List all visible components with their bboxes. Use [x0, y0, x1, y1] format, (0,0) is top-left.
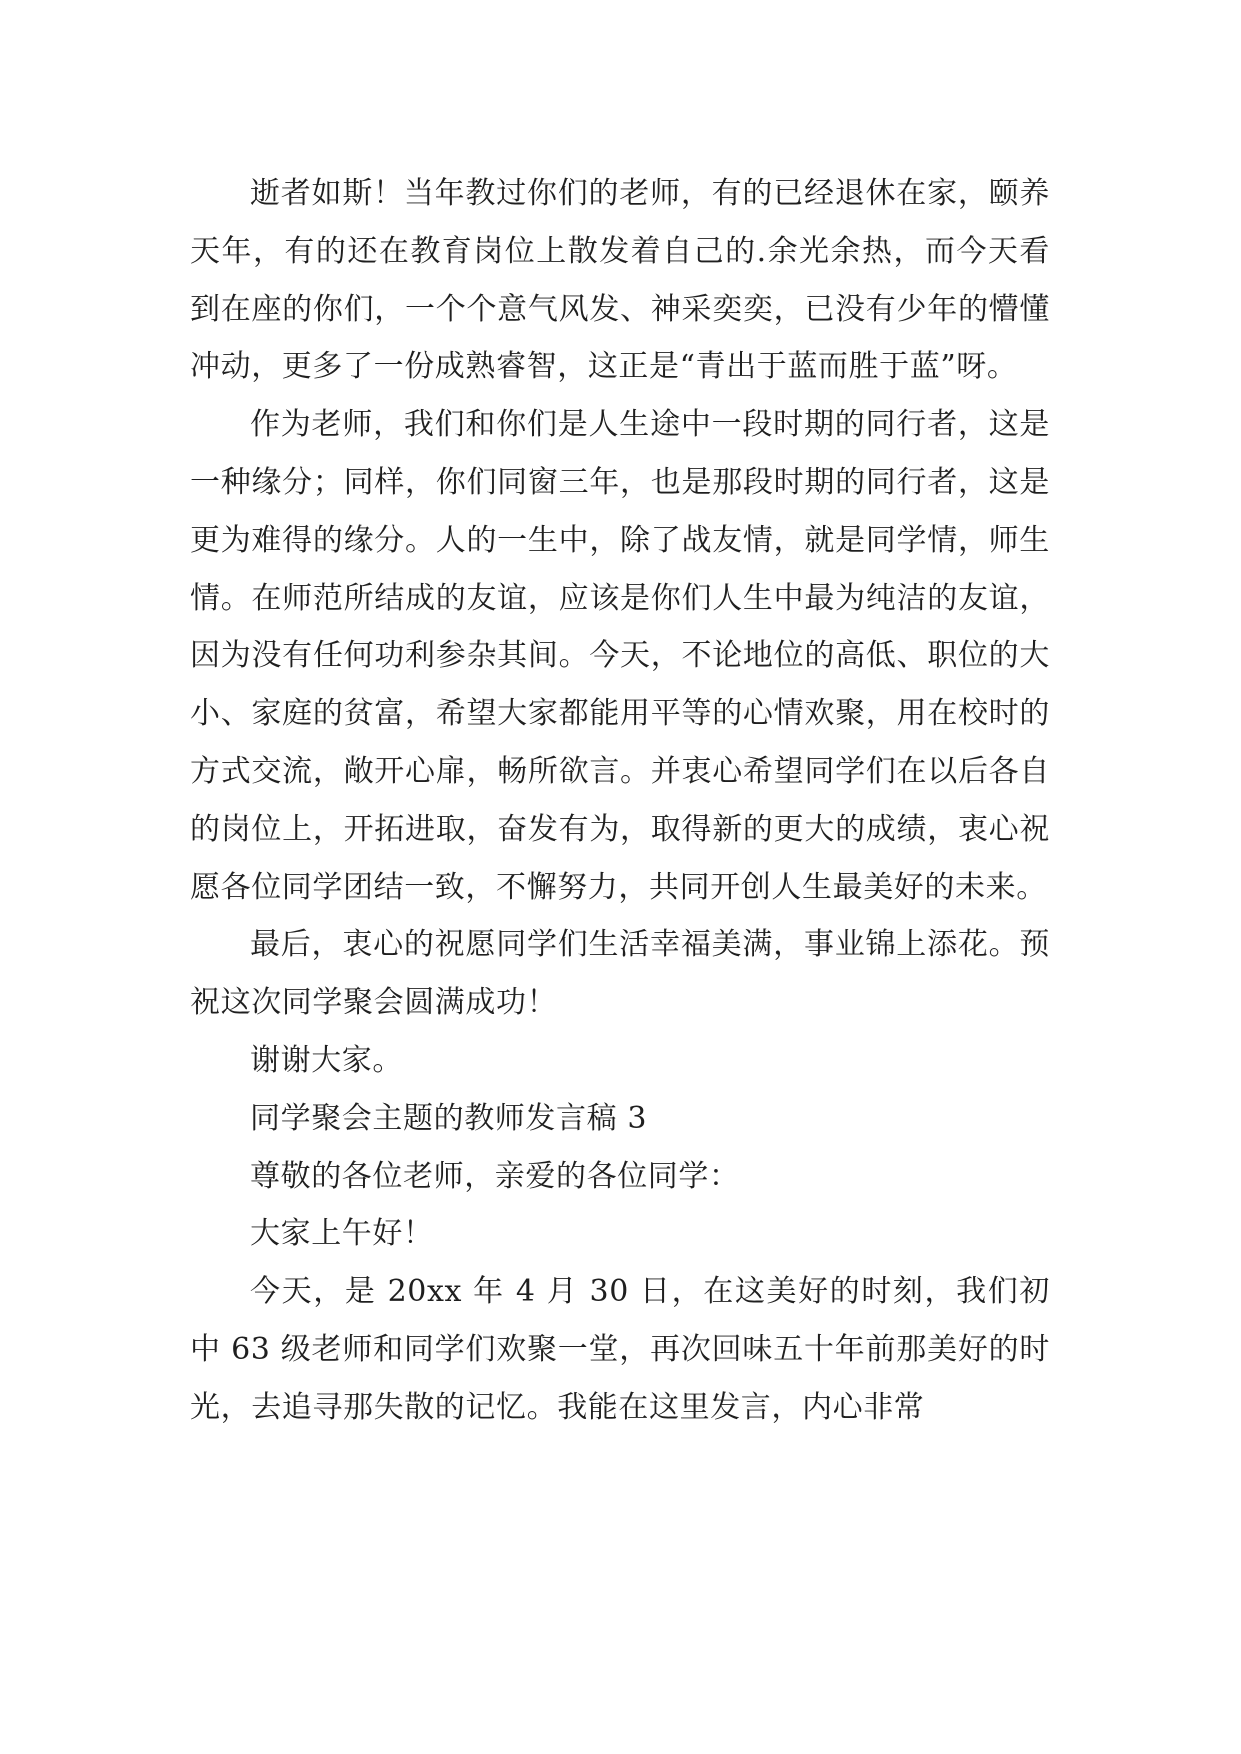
section-heading: 同学聚会主题的教师发言稿 3 [250, 1100, 648, 1136]
greeting: 大家上午好！ [250, 1216, 434, 1252]
salutation: 尊敬的各位老师，亲爱的各位同学： [250, 1158, 740, 1194]
paragraph-4: 谢谢大家。 [250, 1042, 403, 1078]
paragraph-3: 最后，衷心的祝愿同学们生活幸福美满，事业锦上添花。预祝这次同学聚会圆满成功！ [190, 927, 1050, 1021]
paragraph-2: 作为老师，我们和你们是人生途中一段时期的同行者，这是一种缘分；同样，你们同窗三年，也是那段时期的同行者，这是更为难得的缘分。人的一生中，除了战友情，就是同学情，师生情。在师范所结成的友谊，应该是你们人生中最为纯洁的友谊，因为没有任何功利参杂其间。今天，不论地位的高低、职位的大小、家庭的贫富，希望大家都能用平等的心情欢聚，用在校时的方式交流，敞开心扉，畅所欲言。并衷心希望同学们在以后各自的岗位上，开拓进取，奋发有为，取得新的更大的成绩，衷心祝愿各位同学团结一致，不懈努力，共同开创人生最美好的未来。 [190, 407, 1050, 905]
paragraph-5: 今天，是 20xx 年 4 月 30 日，在这美好的时刻，我们初中 63 级老师和同学们欢聚一堂，再次回味五十年前那美好的时光，去追寻那失散的记忆。我能在这里发言，内心非常 [190, 1274, 1050, 1425]
document-body [190, 165, 1050, 1437]
paragraph-1: 逝者如斯！当年教过你们的老师，有的已经退休在家，颐养天年，有的还在教育岗位上散发着自己的.余光余热，而今天看到在座的你们，一个个意气风发、神采奕奕，已没有少年的懵懂冲动，更多了一份成熟睿智，这正是“青出于蓝而胜于蓝”呀。 [190, 176, 1050, 385]
